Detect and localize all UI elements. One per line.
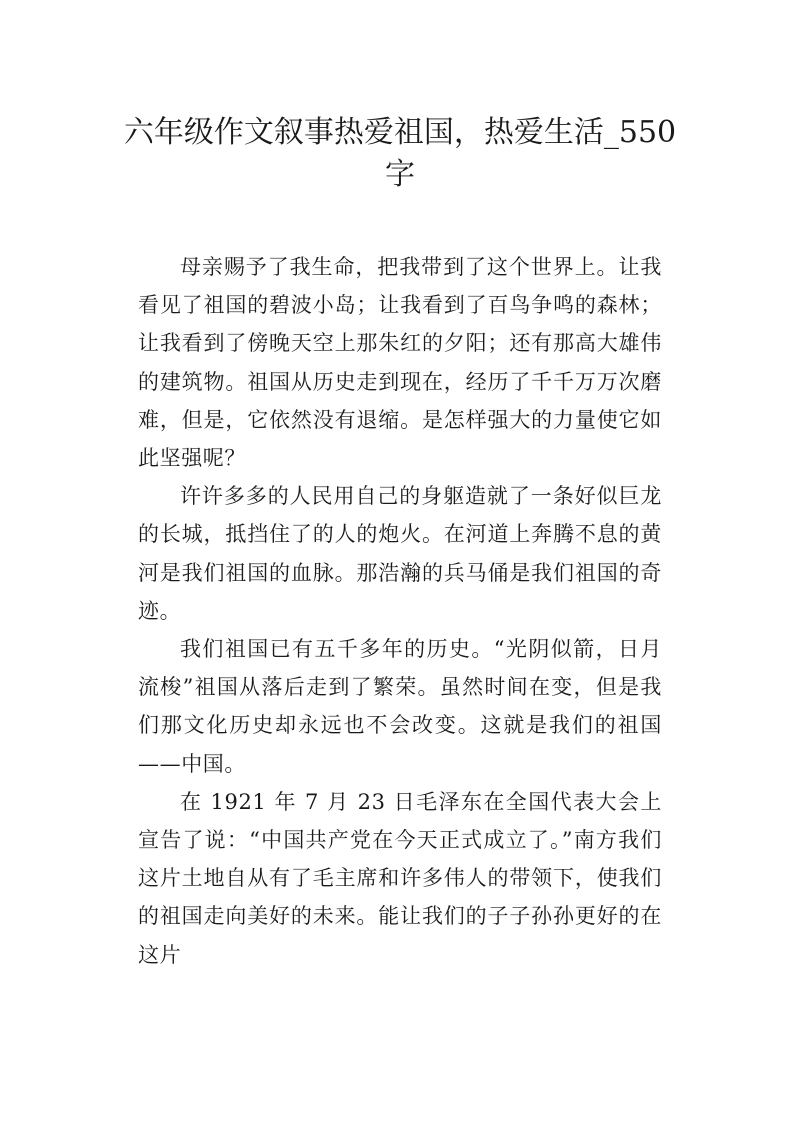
paragraph-1: 母亲赐予了我生命，把我带到了这个世界上。让我看见了祖国的碧波小岛；让我看到了百鸟争鸣的森林；让我看到了傍晚天空上那朱红的夕阳；还有那高大雄伟的建筑物。祖国从历史走到现在，经历了千千万万次磨难，但是，它依然没有退缩。是怎样强大的力量使它如此坚强呢？ xyxy=(138,255,662,471)
paragraph-2: 许许多多的人民用自己的身躯造就了一条好似巨龙的长城，抵挡住了的人的炮火。在河道上奔腾不息的黄河是我们祖国的血脉。那浩瀚的兵马俑是我们祖国的奇迹。 xyxy=(138,484,662,623)
document-body xyxy=(138,248,662,974)
paragraph-3: 我们祖国已有五千多年的历史。“光阴似箭，日月流梭”祖国从落后走到了繁荣。虽然时间在变，但是我们那文化历史却永远也不会改变。这就是我们的祖国——中国。 xyxy=(138,637,662,776)
document-title: 六年级作文叙事热爱祖国，热爱生活_550字 xyxy=(123,115,677,192)
paragraph-4: 在 1921 年 7 月 23 日毛泽东在全国代表大会上宣告了说：“中国共产党在今天正式成立了。”南方我们这片土地自从有了毛主席和许多伟人的带领下，使我们的祖国走向美好的未来。能让我们的子子孙孙更好的在这片 xyxy=(138,789,662,967)
